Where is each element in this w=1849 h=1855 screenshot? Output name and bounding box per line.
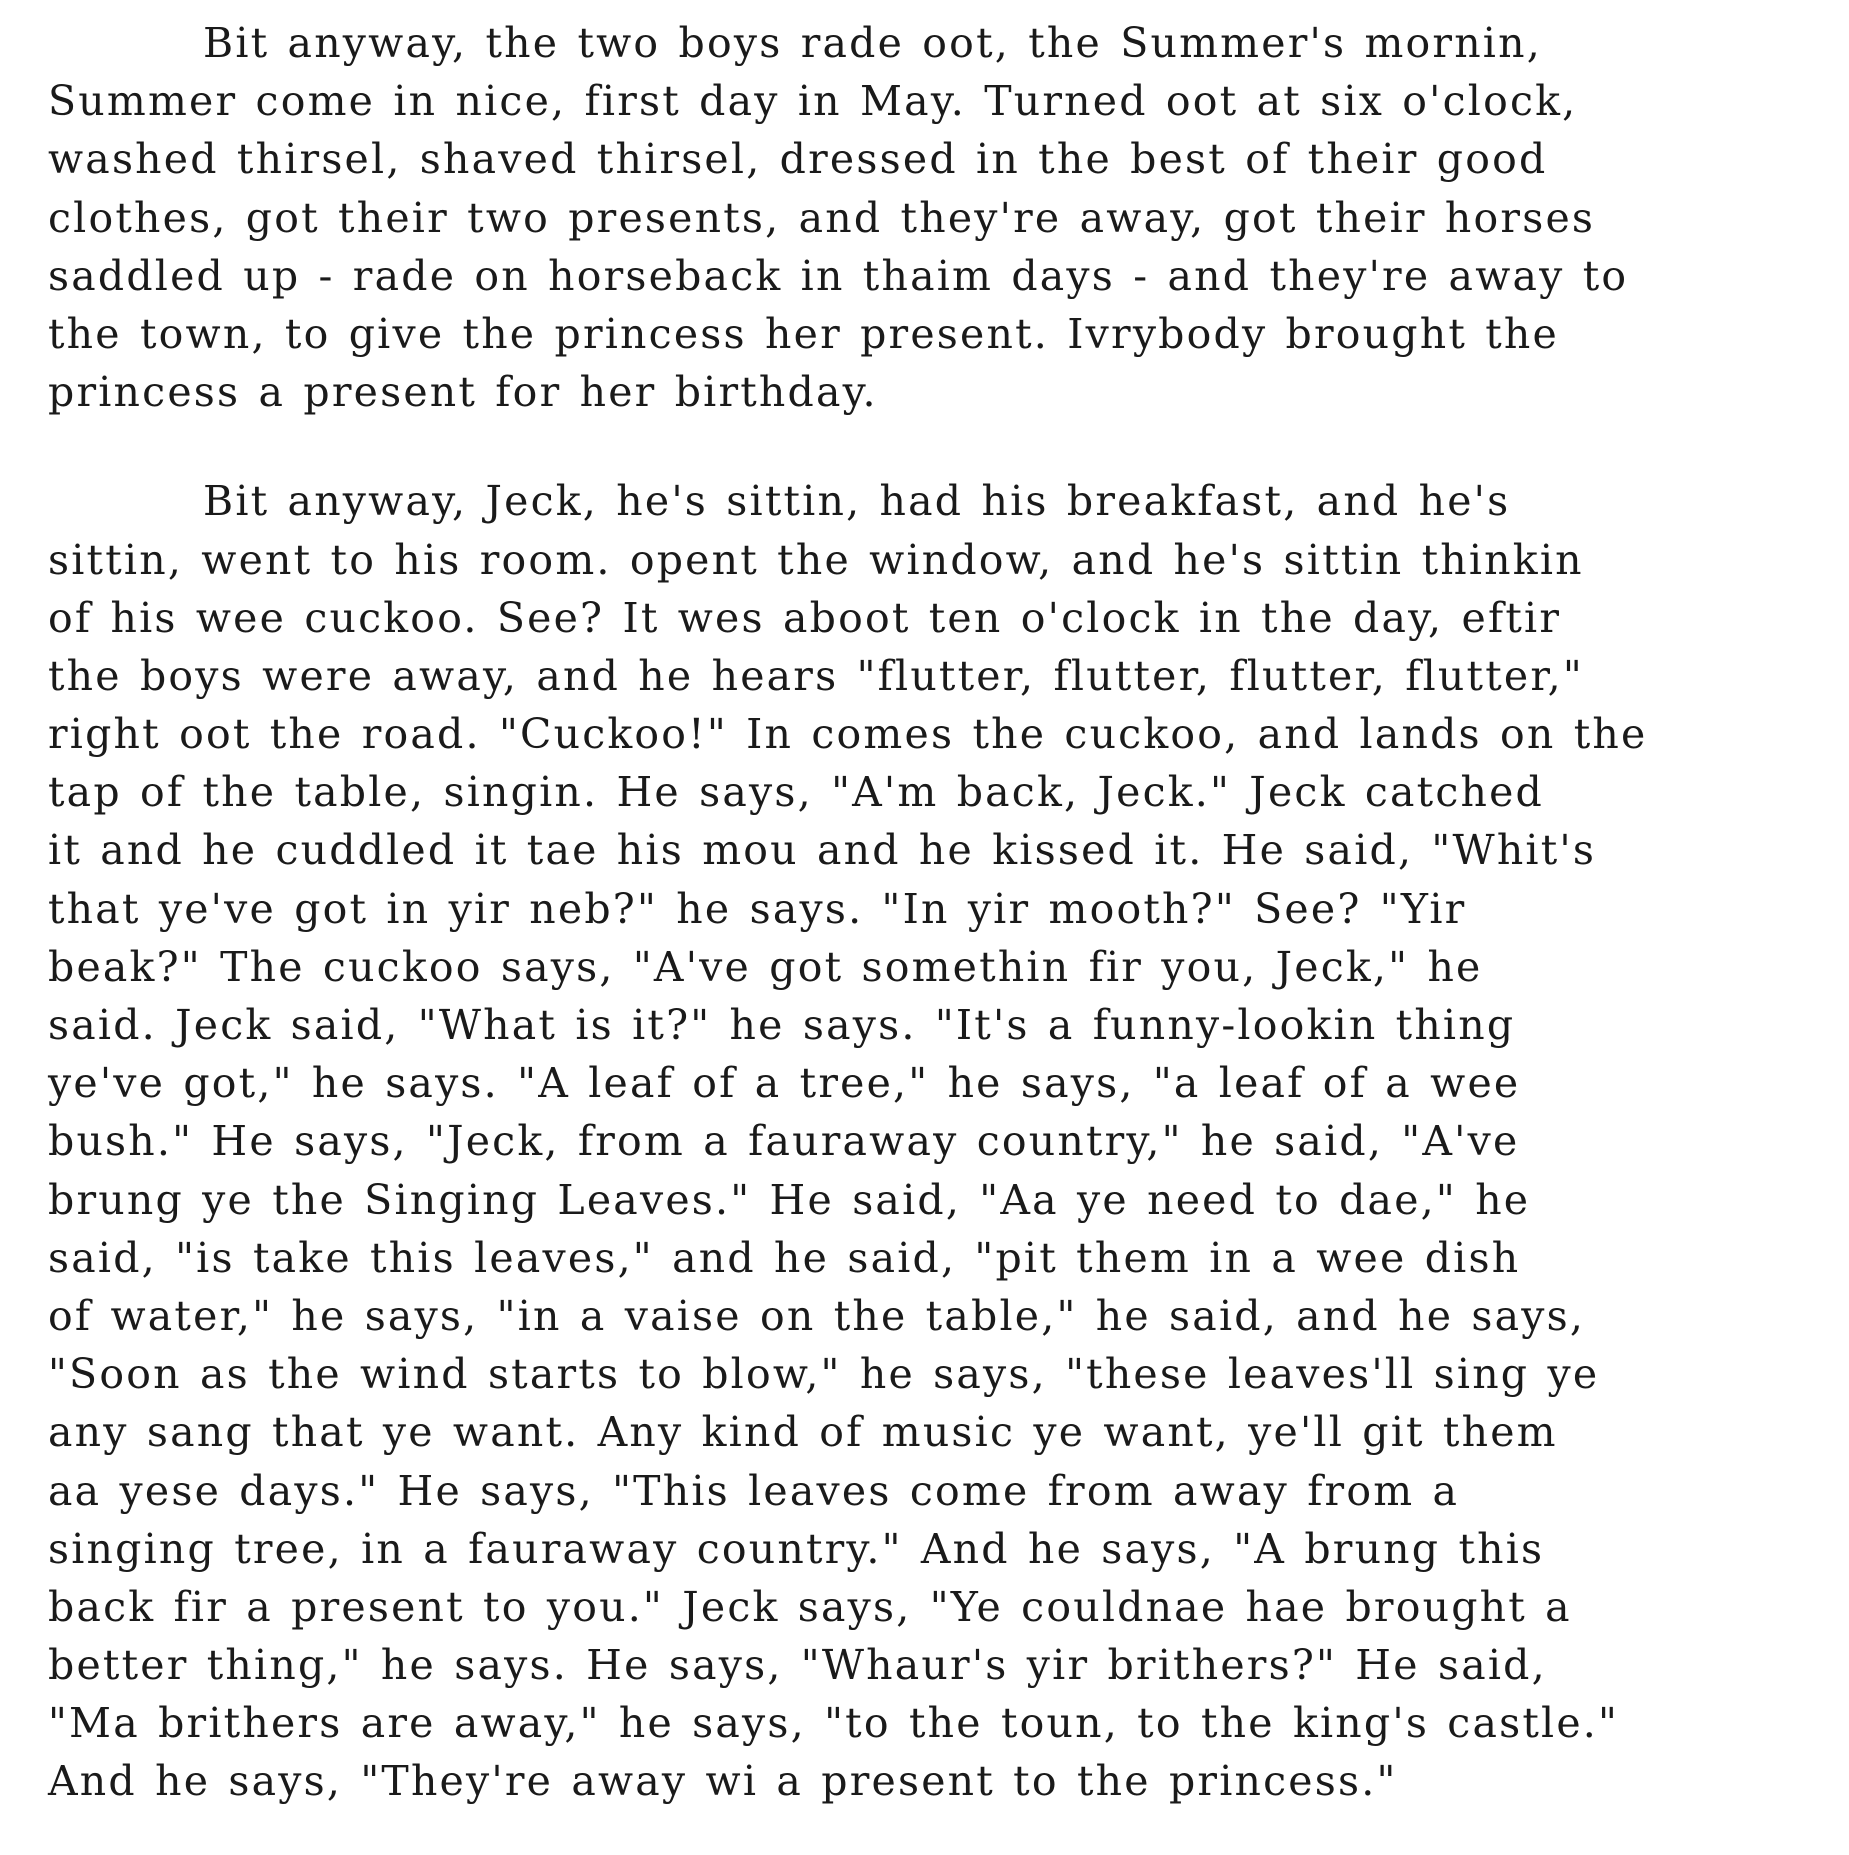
paragraph-2 xyxy=(48,472,1808,1810)
text-line: brung ye the Singing Leaves." He said, "Aa ye need to dae," he xyxy=(48,1175,1531,1224)
text-line: that ye've got in yir neb?" he says. "In yir mooth?" See? "Yir xyxy=(48,884,1467,933)
text-line: tap of the table, singin. He says, "A'm back, Jeck." Jeck catched xyxy=(48,768,1545,817)
text-line: right oot the road. "Cuckoo!" In comes the cuckoo, and lands on the xyxy=(48,710,1648,759)
text-line: Bit anyway, Jeck, he's sittin, had his breakfast, and he's xyxy=(203,477,1511,526)
text-line: And he says, "They're away wi a present to the princess." xyxy=(48,1757,1398,1806)
text-line: washed thirsel, shaved thirsel, dressed in the best of their good xyxy=(48,135,1548,184)
text-line: clothes, got their two presents, and they're away, got their horses xyxy=(48,193,1596,242)
text-line: singing tree, in a fauraway country." And he says, "A brung this xyxy=(48,1524,1545,1573)
text-line: the boys were away, and he hears "flutter, flutter, flutter, flutter," xyxy=(48,651,1584,700)
text-line: of water," he says, "in a vaise on the table," he said, and he says, xyxy=(48,1291,1586,1340)
paragraph-gap xyxy=(48,421,1808,472)
text-line: back fir a present to you." Jeck says, "Ye couldnae hae brought a xyxy=(48,1582,1572,1631)
text-line: said. Jeck said, "What is it?" he says. "It's a funny-lookin thing xyxy=(48,1001,1516,1049)
text-line: it and he cuddled it tae his mou and he kissed it. He said, "Whit's xyxy=(48,826,1597,875)
text-line: better thing," he says. He says, "Whaur's yir brithers?" He said, xyxy=(48,1641,1547,1690)
text-line: "Soon as the wind starts to blow," he says, "these leaves'll sing ye xyxy=(48,1350,1600,1399)
text-line: beak?" The cuckoo says, "A've got somethin fir you, Jeck," he xyxy=(48,942,1483,991)
document-page xyxy=(48,14,1808,1811)
text-line: of his wee cuckoo. See? It wes aboot ten o'clock in the day, eftir xyxy=(48,593,1562,642)
text-line: "Ma brithers are away," he says, "to the toun, to the king's castle." xyxy=(48,1699,1620,1748)
text-line: the town, to give the princess her present. Ivrybody brought the xyxy=(48,309,1559,358)
text-line: any sang that ye want. Any kind of music ye want, ye'll git them xyxy=(48,1408,1558,1457)
text-line: saddled up - rade on horseback in thaim days - and they're away to xyxy=(48,251,1629,300)
text-line: aa yese days." He says, "This leaves come from away from a xyxy=(48,1466,1460,1515)
text-line: ye've got," he says. "A leaf of a tree," he says, "a leaf of a wee xyxy=(48,1059,1521,1108)
text-line: princess a present for her birthday. xyxy=(48,368,878,417)
text-line: bush." He says, "Jeck, from a fauraway country," he said, "A've xyxy=(48,1117,1520,1166)
text-line: Bit anyway, the two boys rade oot, the Summer's mornin, xyxy=(203,19,1542,67)
text-line: said, "is take this leaves," and he said, "pit them in a wee dish xyxy=(48,1233,1521,1282)
paragraph-1 xyxy=(48,14,1808,421)
text-line: Summer come in nice, first day in May. Turned oot at six o'clock, xyxy=(48,77,1578,126)
text-line: sittin, went to his room. opent the window, and he's sittin thinkin xyxy=(48,535,1584,584)
